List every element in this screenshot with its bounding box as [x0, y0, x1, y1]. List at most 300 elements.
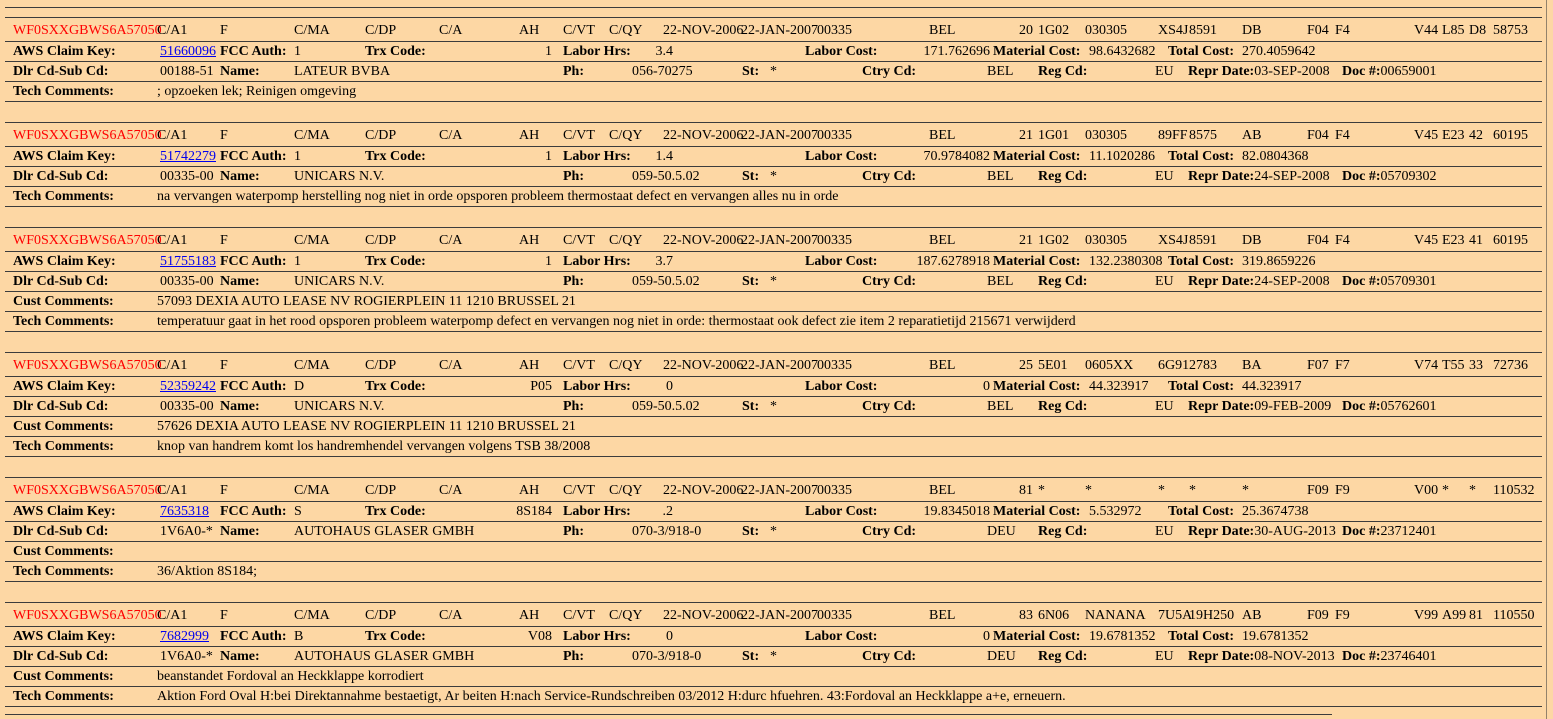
header-code: 0605XX	[1085, 358, 1134, 373]
header-code: AH	[519, 128, 540, 143]
material-cost-label: Material Cost:	[993, 254, 1081, 269]
header-code: AH	[519, 608, 540, 623]
header-code: F4	[1335, 23, 1350, 38]
header-code: 1G02	[1038, 233, 1070, 248]
country-code-label: Ctry Cd:	[862, 524, 917, 539]
header-code: 21	[1019, 233, 1033, 248]
header-code: *	[1189, 483, 1196, 498]
header-code: C/DP	[365, 358, 397, 373]
aws-claim-key-link[interactable]: 51742279	[160, 149, 216, 164]
repair-date-value: 03-SEP-2008	[1254, 64, 1330, 79]
header-code: 030305	[1085, 128, 1127, 143]
tech-comments-text: ; opzoeken lek; Reinigen omgeving	[157, 84, 357, 99]
labor-cost-label: Labor Cost:	[805, 504, 878, 519]
tech-comments-row	[5, 82, 1542, 102]
header-code: DB	[1242, 23, 1262, 38]
region-code-label: Reg Cd:	[1038, 524, 1088, 539]
trx-code-label: Trx Code:	[365, 149, 426, 164]
country-value: DEU	[987, 649, 1016, 664]
dealer-row	[5, 167, 1542, 187]
header-code: 22-JAN-2007	[741, 233, 818, 248]
header-code: F	[220, 128, 228, 143]
claim-row	[5, 252, 1542, 272]
header-code: C/A	[439, 358, 463, 373]
state-value: *	[770, 64, 777, 79]
header-code: 89FF	[1158, 128, 1188, 143]
phone-label: Ph:	[563, 64, 584, 79]
labor-hrs-label: Labor Hrs:	[563, 504, 631, 519]
repair-date-value: 24-SEP-2008	[1254, 169, 1330, 184]
header-code: 81	[1469, 608, 1483, 623]
header-code: BEL	[929, 608, 956, 623]
fcc-auth-value: D	[294, 379, 305, 394]
header-code: V74	[1414, 358, 1439, 373]
header-code: L85	[1442, 23, 1465, 38]
header-code: 110532	[1493, 483, 1535, 498]
state-label: St:	[742, 274, 760, 289]
dealer-code-value: 1V6A0-*	[160, 649, 213, 664]
doc-number	[1342, 523, 1437, 540]
header-code: E23	[1442, 128, 1465, 143]
header-code: C/VT	[563, 23, 595, 38]
aws-claim-key-link[interactable]: 51660096	[160, 44, 216, 59]
fcc-auth-value: 1	[294, 254, 301, 269]
header-code: 8591	[1189, 23, 1217, 38]
total-cost-label: Total Cost:	[1168, 149, 1234, 164]
header-code: F07	[1307, 358, 1329, 373]
trx-code-value: 8S184	[516, 504, 552, 519]
labor-hrs-label: Labor Hrs:	[563, 149, 631, 164]
state-label: St:	[742, 64, 760, 79]
record-header-row	[5, 228, 1542, 252]
tech-comments-row	[5, 437, 1542, 457]
trx-code-value: 1	[545, 149, 552, 164]
dealer-name-label: Name:	[220, 649, 260, 664]
header-code: 20	[1019, 23, 1033, 38]
aws-claim-key-link[interactable]: 7635318	[160, 504, 209, 519]
fcc-auth-value: 1	[294, 149, 301, 164]
header-code: 60195	[1493, 233, 1528, 248]
aws-claim-key-label: AWS Claim Key:	[13, 44, 116, 59]
state-value: *	[770, 169, 777, 184]
header-code: 22-JAN-2007	[741, 483, 818, 498]
dealer-name-value: LATEUR BVBA	[294, 64, 391, 79]
header-code: C/MA	[294, 358, 330, 373]
header-code: C/VT	[563, 233, 595, 248]
tech-comments-text: knop van handrem komt los handremhendel vervangen volgens TSB 38/2008	[157, 439, 591, 454]
header-code: 00335	[817, 358, 852, 373]
aws-claim-key-label: AWS Claim Key:	[13, 379, 116, 394]
cust-comments-label: Cust Comments:	[13, 419, 114, 434]
header-code: D8	[1469, 23, 1487, 38]
phone-value: 070-3/918-0	[632, 649, 702, 664]
tech-comments-text: Aktion Ford Oval H:bei Direktannahme bestaetigt, Ar beiten H:nach Service-Rundschreiben 03/2012 H:durc hfuehren. 43:Fordoval an Heckklappe a+e, erneuern.	[157, 689, 1066, 704]
aws-claim-key-link[interactable]: 7682999	[160, 629, 209, 644]
vin: WF0SXXGBWS6A57050	[13, 233, 162, 248]
cust-comments-label: Cust Comments:	[13, 669, 114, 684]
labor-cost-value: 19.8345018	[923, 504, 990, 519]
tech-comments-label: Tech Comments:	[13, 689, 114, 704]
dealer-row	[5, 522, 1542, 542]
fcc-auth-label: FCC Auth:	[220, 149, 287, 164]
country-value: BEL	[987, 274, 1014, 289]
header-code: 81	[1019, 483, 1033, 498]
cust-comments-text: beanstandet Fordoval an Heckklappe korrodiert	[157, 669, 424, 684]
doc-number-label: Doc #:	[1342, 649, 1381, 664]
labor-hrs-value: 3.4	[655, 44, 673, 59]
header-code: 2783	[1189, 358, 1217, 373]
header-code: 00335	[817, 128, 852, 143]
country-code-label: Ctry Cd:	[862, 64, 917, 79]
header-code: C/A	[439, 608, 463, 623]
header-code: 030305	[1085, 233, 1127, 248]
state-value: *	[770, 649, 777, 664]
phone-label: Ph:	[563, 524, 584, 539]
country-value: BEL	[987, 399, 1014, 414]
record-header-row	[5, 18, 1542, 42]
country-value: BEL	[987, 169, 1014, 184]
doc-number-value: 05709302	[1380, 169, 1437, 184]
header-code: BEL	[929, 128, 956, 143]
trx-code-label: Trx Code:	[365, 629, 426, 644]
dealer-code-value: 00335-00	[160, 274, 214, 289]
total-cost-label: Total Cost:	[1168, 629, 1234, 644]
region-code-value: EU	[1155, 169, 1174, 184]
doc-number-label: Doc #:	[1342, 524, 1381, 539]
header-code: C/VT	[563, 483, 595, 498]
header-code: C/VT	[563, 128, 595, 143]
fcc-auth-label: FCC Auth:	[220, 254, 287, 269]
phone-value: 070-3/918-0	[632, 524, 702, 539]
tech-comments-row	[5, 562, 1542, 582]
header-code: C/DP	[365, 608, 397, 623]
header-code: 22-JAN-2007	[741, 608, 818, 623]
total-cost-value: 270.4059642	[1242, 44, 1316, 59]
header-code: 110550	[1493, 608, 1535, 623]
tech-comments-row	[5, 312, 1542, 332]
trx-code-value: P05	[530, 379, 552, 394]
trx-code-label: Trx Code:	[365, 379, 426, 394]
vin: WF0SXXGBWS6A57050	[13, 483, 162, 498]
tech-comments-label: Tech Comments:	[13, 564, 114, 579]
header-code: C/QY	[609, 23, 643, 38]
header-code: C/A1	[157, 23, 188, 38]
header-code: BEL	[929, 358, 956, 373]
header-code: F	[220, 608, 228, 623]
region-code-value: EU	[1155, 274, 1174, 289]
total-cost-label: Total Cost:	[1168, 44, 1234, 59]
material-cost-value: 44.323917	[1089, 379, 1149, 394]
doc-number	[1342, 648, 1437, 665]
header-code: A99	[1442, 608, 1467, 623]
header-code: F9	[1335, 483, 1350, 498]
dealer-code-value: 1V6A0-*	[160, 524, 213, 539]
labor-hrs-label: Labor Hrs:	[563, 629, 631, 644]
header-code: C/A1	[157, 358, 188, 373]
record-header-row	[5, 353, 1542, 377]
aws-claim-key-label: AWS Claim Key:	[13, 629, 116, 644]
header-code: 6G91	[1158, 358, 1190, 373]
phone-value: 056-70275	[632, 64, 693, 79]
dealer-row	[5, 397, 1542, 417]
header-code: C/MA	[294, 128, 330, 143]
phone-value: 059-50.5.02	[632, 169, 700, 184]
labor-cost-label: Labor Cost:	[805, 44, 878, 59]
dealer-name-label: Name:	[220, 524, 260, 539]
header-code: C/MA	[294, 23, 330, 38]
cust-comments-label: Cust Comments:	[13, 294, 114, 309]
fcc-auth-value: S	[294, 504, 302, 519]
total-cost-value: 25.3674738	[1242, 504, 1309, 519]
header-code: V45	[1414, 128, 1439, 143]
header-code: V99	[1414, 608, 1439, 623]
region-code-value: EU	[1155, 399, 1174, 414]
claim-record	[5, 17, 1542, 102]
state-label: St:	[742, 524, 760, 539]
header-code: F	[220, 483, 228, 498]
dealer-name-value: UNICARS N.V.	[294, 274, 385, 289]
region-code-value: EU	[1155, 524, 1174, 539]
dealer-name-label: Name:	[220, 64, 260, 79]
phone-value: 059-50.5.02	[632, 399, 700, 414]
header-code: C/DP	[365, 483, 397, 498]
material-cost-label: Material Cost:	[993, 149, 1081, 164]
header-code: F4	[1335, 128, 1350, 143]
material-cost-label: Material Cost:	[993, 629, 1081, 644]
header-code: F	[220, 23, 228, 38]
dealer-code-value: 00188-51	[160, 64, 214, 79]
dealer-code-label: Dlr Cd-Sub Cd:	[13, 169, 109, 184]
claim-row	[5, 627, 1542, 647]
doc-number-label: Doc #:	[1342, 64, 1381, 79]
region-code-label: Reg Cd:	[1038, 169, 1088, 184]
repair-date-label: Repr Date:	[1188, 649, 1255, 664]
claim-record	[5, 122, 1542, 207]
header-code: V45	[1414, 233, 1439, 248]
doc-number	[1342, 63, 1437, 80]
material-cost-value: 5.532972	[1089, 504, 1142, 519]
header-code: 8575	[1189, 128, 1217, 143]
header-code: C/A	[439, 483, 463, 498]
material-cost-label: Material Cost:	[993, 504, 1081, 519]
region-code-label: Reg Cd:	[1038, 399, 1088, 414]
labor-hrs-label: Labor Hrs:	[563, 44, 631, 59]
tech-comments-label: Tech Comments:	[13, 189, 114, 204]
cust-comments-row	[5, 417, 1542, 437]
header-code: C/DP	[365, 128, 397, 143]
doc-number	[1342, 398, 1437, 415]
repair-date	[1188, 523, 1336, 540]
header-code: DB	[1242, 233, 1262, 248]
dealer-code-label: Dlr Cd-Sub Cd:	[13, 649, 109, 664]
header-code: 00335	[817, 23, 852, 38]
fcc-auth-label: FCC Auth:	[220, 379, 287, 394]
header-code: 5E01	[1038, 358, 1068, 373]
header-code: C/QY	[609, 233, 643, 248]
labor-cost-value: 0	[983, 379, 990, 394]
header-code: C/A	[439, 23, 463, 38]
phone-label: Ph:	[563, 274, 584, 289]
total-cost-value: 82.0804368	[1242, 149, 1309, 164]
tech-comments-label: Tech Comments:	[13, 314, 114, 329]
aws-claim-key-link[interactable]: 51755183	[160, 254, 216, 269]
header-code: 25	[1019, 358, 1033, 373]
header-code: C/A1	[157, 128, 188, 143]
country-code-label: Ctry Cd:	[862, 399, 917, 414]
header-code: F	[220, 358, 228, 373]
doc-number-label: Doc #:	[1342, 399, 1381, 414]
trx-code-label: Trx Code:	[365, 44, 426, 59]
header-code: C/VT	[563, 608, 595, 623]
state-label: St:	[742, 649, 760, 664]
cust-comments-label: Cust Comments:	[13, 544, 114, 559]
header-code: *	[1242, 483, 1249, 498]
dealer-name-label: Name:	[220, 274, 260, 289]
total-cost-value: 44.323917	[1242, 379, 1302, 394]
repair-date	[1188, 273, 1330, 290]
claim-row	[5, 147, 1542, 167]
labor-cost-label: Labor Cost:	[805, 254, 878, 269]
material-cost-value: 132.2380308	[1089, 254, 1163, 269]
tech-comments-text: 36/Aktion 8S184;	[157, 564, 257, 579]
header-code: 22-NOV-2006	[663, 128, 744, 143]
vin: WF0SXXGBWS6A57050	[13, 608, 162, 623]
country-value: DEU	[987, 524, 1016, 539]
tech-comments-text: temperatuur gaat in het rood opsporen probleem waterpomp defect en vervangen nog niet in orde: thermostaat ook defect zie item 2 reparatietijd 215671 verwijderd	[157, 314, 1076, 329]
header-code: 72736	[1493, 358, 1528, 373]
repair-date-label: Repr Date:	[1188, 64, 1255, 79]
header-code: E23	[1442, 233, 1465, 248]
header-code: AH	[519, 23, 540, 38]
header-code: F4	[1335, 233, 1350, 248]
vin: WF0SXXGBWS6A57050	[13, 358, 162, 373]
tech-comments-row	[5, 187, 1542, 207]
header-code: 60195	[1493, 128, 1528, 143]
phone-value: 059-50.5.02	[632, 274, 700, 289]
labor-hrs-value: 0	[666, 379, 673, 394]
dealer-row	[5, 647, 1542, 667]
repair-date-label: Repr Date:	[1188, 169, 1255, 184]
header-code: C/QY	[609, 358, 643, 373]
dealer-name-value: UNICARS N.V.	[294, 399, 385, 414]
dealer-name-value: AUTOHAUS GLASER GMBH	[294, 649, 475, 664]
doc-number	[1342, 168, 1437, 185]
labor-hrs-value: .2	[662, 504, 673, 519]
header-code: 42	[1469, 128, 1483, 143]
header-code: 00335	[817, 608, 852, 623]
header-code: 22-JAN-2007	[741, 23, 818, 38]
labor-hrs-label: Labor Hrs:	[563, 254, 631, 269]
header-code: *	[1038, 483, 1045, 498]
trx-code-label: Trx Code:	[365, 254, 426, 269]
header-code: F09	[1307, 483, 1329, 498]
header-code: 030305	[1085, 23, 1127, 38]
header-code: AB	[1242, 608, 1262, 623]
aws-claim-key-label: AWS Claim Key:	[13, 149, 116, 164]
aws-claim-key-link[interactable]: 52359242	[160, 379, 216, 394]
dealer-row	[5, 272, 1542, 292]
header-code: BA	[1242, 358, 1262, 373]
dealer-code-label: Dlr Cd-Sub Cd:	[13, 524, 109, 539]
repair-date-value: 24-SEP-2008	[1254, 274, 1330, 289]
country-code-label: Ctry Cd:	[862, 274, 917, 289]
tech-comments-label: Tech Comments:	[13, 84, 114, 99]
header-code: 22-NOV-2006	[663, 608, 744, 623]
claim-records-list	[0, 17, 1553, 707]
header-code: 7U5A	[1158, 608, 1193, 623]
header-code: F04	[1307, 128, 1329, 143]
trx-code-value: V08	[527, 629, 552, 644]
tech-comments-row	[5, 687, 1542, 707]
header-code: F9	[1335, 608, 1350, 623]
labor-hrs-value: 1.4	[655, 149, 673, 164]
fcc-auth-value: 1	[294, 44, 301, 59]
header-code: C/MA	[294, 483, 330, 498]
region-code-value: EU	[1155, 64, 1174, 79]
header-code: C/QY	[609, 128, 643, 143]
country-code-label: Ctry Cd:	[862, 169, 917, 184]
repair-date	[1188, 168, 1330, 185]
header-code: 00335	[817, 483, 852, 498]
claim-record	[5, 602, 1542, 707]
header-code: 33	[1469, 358, 1483, 373]
claim-row	[5, 502, 1542, 522]
header-code: F04	[1307, 233, 1329, 248]
tech-comments-label: Tech Comments:	[13, 439, 114, 454]
labor-hrs-value: 0	[666, 629, 673, 644]
phone-label: Ph:	[563, 169, 584, 184]
material-cost-value: 98.6432682	[1089, 44, 1156, 59]
vin: WF0SXXGBWS6A57050	[13, 128, 162, 143]
country-value: BEL	[987, 64, 1014, 79]
claim-record	[5, 227, 1542, 332]
header-code: 00335	[817, 233, 852, 248]
fcc-auth-label: FCC Auth:	[220, 504, 287, 519]
state-label: St:	[742, 399, 760, 414]
repair-date	[1188, 398, 1331, 415]
header-code: BEL	[929, 233, 956, 248]
header-code: 22-NOV-2006	[663, 23, 744, 38]
labor-hrs-label: Labor Hrs:	[563, 379, 631, 394]
header-code: 1G01	[1038, 128, 1070, 143]
header-code: NANANA	[1085, 608, 1146, 623]
phone-label: Ph:	[563, 399, 584, 414]
state-label: St:	[742, 169, 760, 184]
vin: WF0SXXGBWS6A57050	[13, 23, 162, 38]
header-code: BEL	[929, 483, 956, 498]
doc-number-value: 05762601	[1380, 399, 1437, 414]
state-value: *	[770, 399, 777, 414]
header-code: C/A1	[157, 483, 188, 498]
doc-number-label: Doc #:	[1342, 274, 1381, 289]
total-cost-label: Total Cost:	[1168, 379, 1234, 394]
repair-date-value: 30-AUG-2013	[1254, 524, 1336, 539]
tech-comments-text: na vervangen waterpomp herstelling nog niet in orde opsporen probleem thermostaat defect en vervangen alles nu in orde	[157, 189, 839, 204]
bottom-partial-divider	[5, 714, 1332, 715]
labor-hrs-value: 3.7	[655, 254, 673, 269]
state-value: *	[770, 524, 777, 539]
labor-cost-value: 0	[983, 629, 990, 644]
header-code: 21	[1019, 128, 1033, 143]
dealer-name-value: UNICARS N.V.	[294, 169, 385, 184]
header-code: 22-JAN-2007	[741, 358, 818, 373]
header-code: AH	[519, 233, 540, 248]
record-header-row	[5, 603, 1542, 627]
cust-comments-row	[5, 667, 1542, 687]
material-cost-label: Material Cost:	[993, 379, 1081, 394]
labor-cost-value: 171.762696	[923, 44, 990, 59]
header-code: C/QY	[609, 608, 643, 623]
